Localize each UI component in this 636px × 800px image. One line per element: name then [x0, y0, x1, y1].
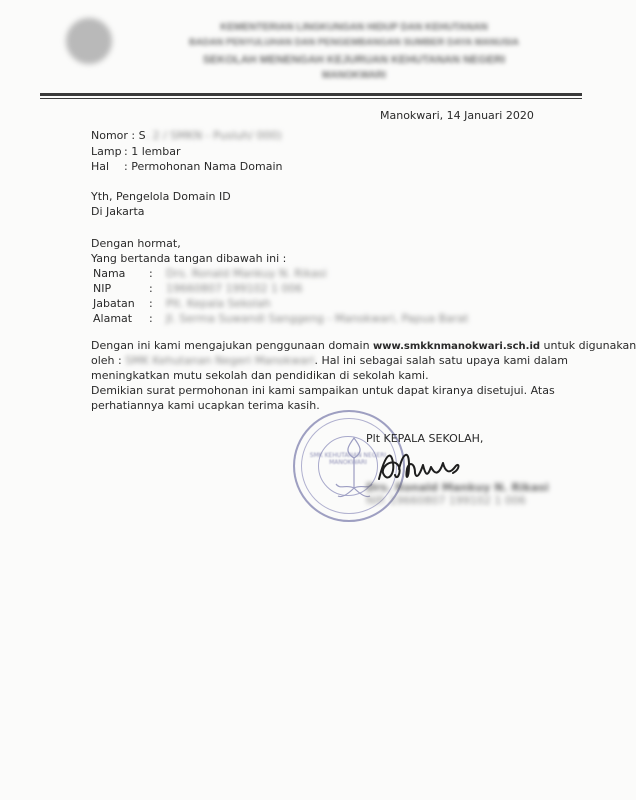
field-colon: :: [149, 267, 153, 280]
hal-value: : Permohonan Nama Domain: [124, 160, 283, 173]
body-text: Dengan ini kami mengajukan penggunaan domain: [91, 339, 374, 352]
signature-title: Plt KEPALA SEKOLAH,: [366, 432, 484, 445]
field-label-nip: NIP: [93, 282, 112, 295]
nomor-row: [91, 129, 282, 143]
closing-line-1: Demikian surat permohonan ini kami sampaikan untuk dapat kiranya disetujui. Atas: [91, 384, 555, 397]
letterhead-rule-thin: [40, 98, 582, 99]
body-line-1: [91, 339, 636, 354]
signatory-name: Drs. Ronald Mankuy N. Rikasi: [366, 481, 549, 494]
letterhead-line-1: KEMENTERIAN LINGKUNGAN HIDUP DAN KEHUTANAN: [220, 22, 488, 33]
lamp-value: : 1 lembar: [124, 145, 181, 158]
letterhead-rule-thick: [40, 93, 582, 96]
nomor-label: Nomor : S: [91, 129, 146, 142]
nomor-value: . 2 / SMKN - Pusluh/ 000): [145, 129, 282, 142]
letterhead-line-4: MANOKWARI: [322, 70, 386, 81]
stamp-text: SMK KEHUTANAN NEGERI MANOKWARI: [309, 452, 387, 466]
body-text: . Hal ini sebagai salah satu upaya kami dalam: [314, 354, 568, 367]
recipient-line-2: Di Jakarta: [91, 205, 145, 218]
recipient-line-1: Yth, Pengelola Domain ID: [91, 190, 231, 203]
hal-label: Hal: [91, 160, 110, 173]
field-label-alamat: Alamat: [93, 312, 133, 325]
letterhead-line-3: SEKOLAH MENENGAH KEJURUAN KEHUTANAN NEGERI: [202, 54, 506, 66]
field-value-nama: Drs. Ronald Mankuy N. Rikasi: [166, 267, 327, 280]
field-colon: :: [149, 297, 153, 310]
intro-text: Yang bertanda tangan dibawah ini :: [91, 252, 287, 265]
field-value-jabatan: Plt. Kepala Sekolah: [166, 297, 271, 310]
body-text: untuk digunakan: [540, 339, 636, 352]
field-label-nama: Nama: [93, 267, 126, 280]
signatory-nip: NIP. 19660807 199102 1 006: [366, 494, 526, 507]
letter-date: Manokwari, 14 Januari 2020: [380, 109, 534, 122]
field-label-jabatan: Jabatan: [93, 297, 135, 310]
closing-line-2: perhatiannya kami ucapkan terima kasih.: [91, 399, 320, 412]
field-colon: :: [149, 312, 153, 325]
domain-name: www.smkknmanokwari.sch.id: [373, 341, 541, 352]
body-line-2: [91, 354, 568, 368]
lamp-label: Lamp: [91, 145, 122, 158]
letterhead-line-2: BADAN PENYULUHAN DAN PENGEMBANGAN SUMBER DAYA MANUSIA: [189, 37, 519, 48]
body-text: oleh :: [91, 354, 126, 367]
field-value-nip: 19660807 199102 1 006: [166, 282, 303, 295]
body-line-3: meningkatkan mutu sekolah dan pendidikan di sekolah kami.: [91, 369, 429, 382]
greeting: Dengan hormat,: [91, 237, 181, 250]
field-value-alamat: Jl. Serma Suwandi Sanggeng - Manokwari, Papua Barat: [166, 312, 469, 325]
field-colon: :: [149, 282, 153, 295]
school-name: SMK Kehutanan Negeri Manokwari: [125, 354, 315, 367]
